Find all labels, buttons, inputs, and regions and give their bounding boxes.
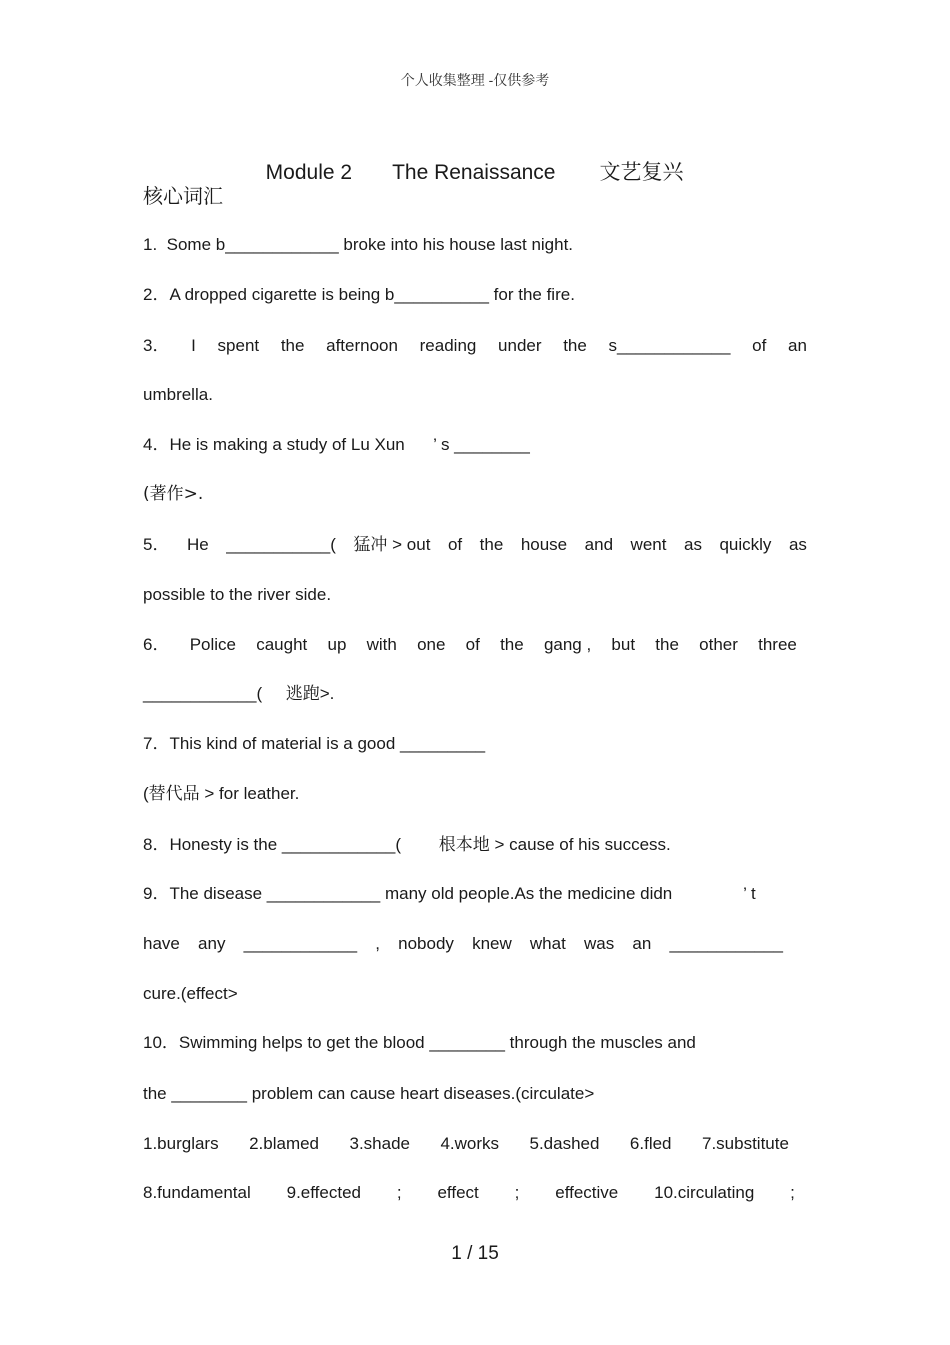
question-8: 8．Honesty is the ____________( 根本地 > cause of his success. [143,835,671,854]
question-10-line-1: 10．Swimming helps to get the blood ________ through the muscles and [143,1033,696,1052]
question-3-line-2: umbrella. [143,385,213,404]
answer-key-line-1: 1.burglars 2.blamed 3.shade 4.works 5.dashed 6.fled 7.substitute [143,1134,789,1153]
question-1: 1. Some b____________ broke into his house last night. [143,235,574,254]
question-10-line-2: the ________ problem can cause heart diseases.(circulate> [143,1084,595,1103]
title-module: Module 2 [265,161,353,184]
question-7-line-2: (替代品 > for leather. [143,784,300,803]
title-topic: The Renaissance [392,161,556,184]
question-5-line-2: possible to the river side. [143,585,332,604]
page-header: 个人收集整理 -仅供参考 [400,72,550,88]
question-9-line-1: 9．The disease ____________ many old people.As the medicine didn ’ t [143,884,756,903]
section-heading: 核心词汇 [143,184,223,208]
question-5-line-1: 5． He ___________( 猛冲 > out of the house and went as quickly as [143,535,807,554]
question-3-line-1: 3． I spent the afternoon reading under the s____________ of an [143,336,807,355]
question-6-line-1: 6． Police caught up with one of the gang , but the other three [143,635,797,654]
question-2: 2．A dropped cigarette is being b__________ for the fire. [143,285,575,304]
question-4-line-2: (著作>. [143,484,204,504]
answer-key-line-2: 8.fundamental 9.effected ; effect ; effective 10.circulating ; [143,1183,795,1202]
question-9-line-2: have any ____________ , nobody knew what was an ____________ [143,934,783,953]
page-number: 1 / 15 [451,1243,499,1264]
question-9-line-3: cure.(effect> [143,984,238,1003]
question-6-line-2: ____________( 逃跑>. [143,684,335,703]
question-7-line-1: 7．This kind of material is a good _________ [143,734,486,753]
question-4-line-1: 4．He is making a study of Lu Xun ’ s ________ [143,435,530,454]
title-chinese: 文艺复兴 [599,160,684,184]
page-title [254,133,684,186]
